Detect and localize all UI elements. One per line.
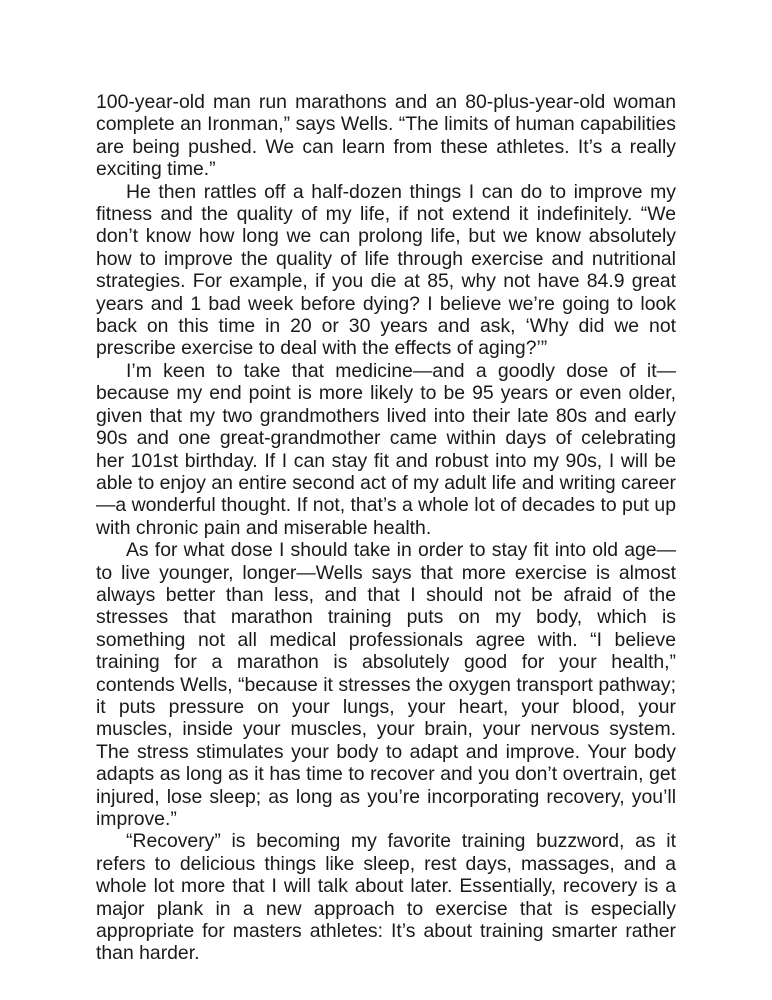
paragraph: I’m keen to take that medicine—and a goodly dose of it—because my end point is more likely to be 95 years or even older, given that my two grandmothers lived into their late 80s and early 90s and one great-grandmother came within days of celebrating her 101st birthday. If I can stay fit and robust into my 90s, I will be able to enjoy an entire second act of my adult life and writing career—a wonderful thought. If not, that’s a whole lot of decades to put up with chronic pain and miserable health. [96,359,676,539]
paragraph: He then rattles off a half-dozen things I can do to improve my fitness and the quality of my life, if not extend it indefinitely. “We don’t know how long we can prolong life, but we know absolutely how to improve the quality of life through exercise and nutritional strategies. For example, if you die at 85, why not have 84.9 great years and 1 bad week before dying? I believe we’re going to look back on this time in 20 or 30 years and ask, ‘Why did we not prescribe exercise to deal with the effects of aging?’” [96,180,676,360]
paragraph: As for what dose I should take in order to stay fit into old age—to live younger, longer—Wells says that more exercise is almost always better than less, and that I should not be afraid of the stresses that marathon training puts on my body, which is something not all medical professionals agree with. “I believe training for a marathon is absolutely good for your health,” contends Wells, “because it stresses the oxygen transport pathway; it puts pressure on your lungs, your heart, your blood, your muscles, inside your muscles, your brain, your nervous system. The stress stimulates your body to adapt and improve. Your body adapts as long as it has time to recover and you don’t overtrain, get injured, lose sleep; as long as you’re incorporating recovery, you’ll improve.” [96,539,676,830]
paragraph-continued: 100-year-old man run marathons and an 80-plus-year-old woman complete an Ironman,” says Wells. “The limits of human capabilities are being pushed. We can learn from these athletes. It’s a really exciting time.” [96,91,676,181]
page-body [96,91,676,965]
paragraph: “Recovery” is becoming my favorite training buzzword, as it refers to delicious things like sleep, rest days, massages, and a whole lot more that I will talk about later. Essentially, recovery is a major plank in a new approach to exercise that is especially appropriate for masters athletes: It’s about training smarter rather than harder. [96,830,676,965]
